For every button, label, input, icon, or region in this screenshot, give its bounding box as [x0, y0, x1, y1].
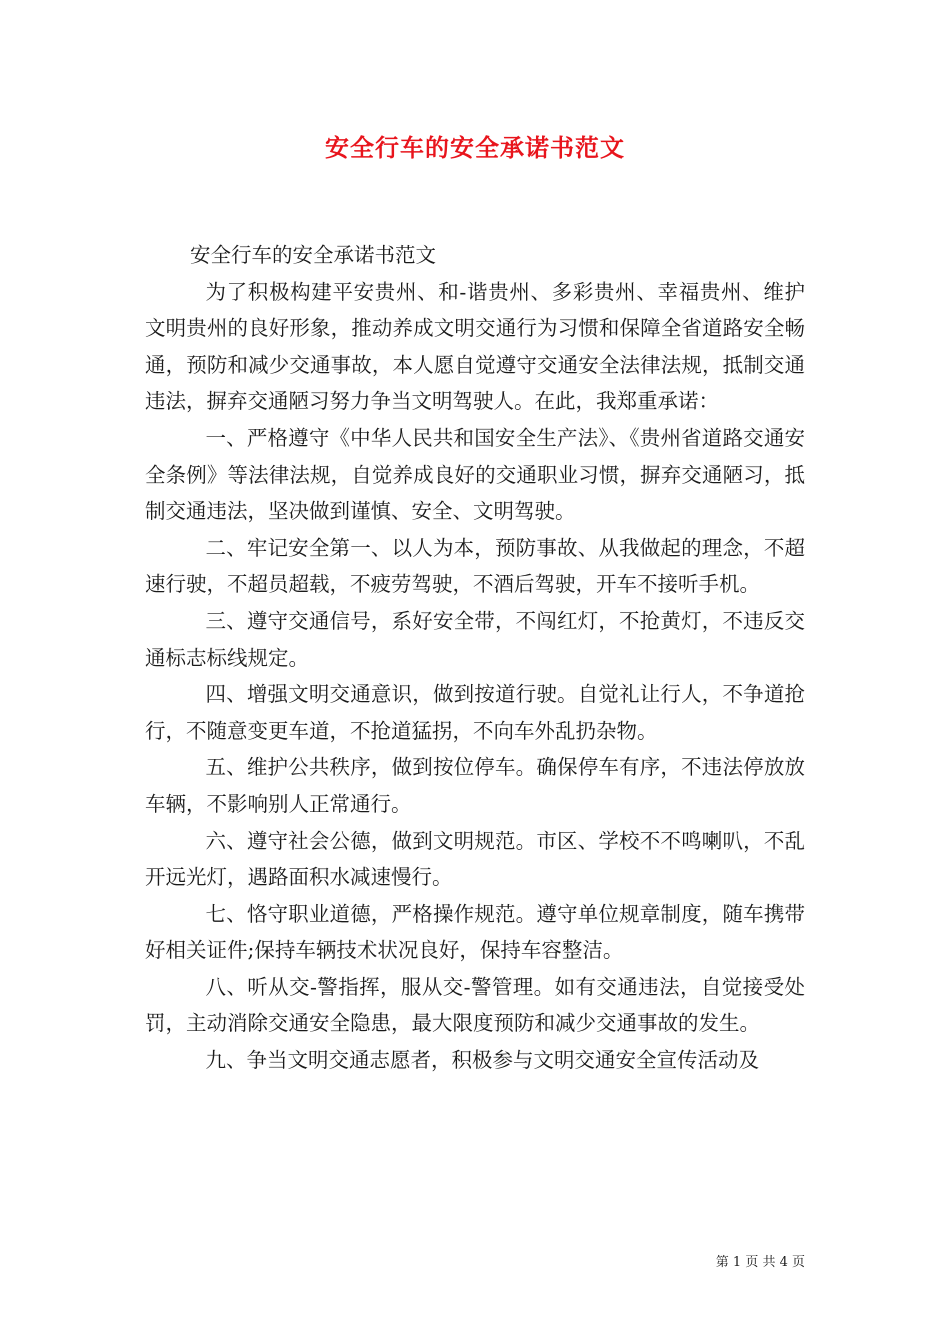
document-subtitle: 安全行车的安全承诺书范文: [190, 243, 436, 267]
paragraph-item-7: 七、恪守职业道德，严格操作规范。遵守单位规章制度，随车携带好相关证件;保持车辆技术状况良好，保持车容整洁。: [145, 901, 805, 963]
document-title: 安全行车的安全承诺书范文: [325, 133, 625, 162]
page-number: 第 1 页 共 4 页: [715, 1255, 805, 1270]
document-body: [145, 237, 805, 1079]
paragraph-item-8: 八、听从交-警指挥，服从交-警管理。如有交通违法，自觉接受处罚，主动消除交通安全隐患，最大限度预防和减少交通事故的发生。: [145, 974, 805, 1036]
paragraph-intro: 为了积极构建平安贵州、和-谐贵州、多彩贵州、幸福贵州、维护文明贵州的良好形象，推动养成文明交通行为习惯和保障全省道路安全畅通，预防和减少交通事故，本人愿自觉遵守交通安全法律法规，抵制交通违法，摒弃交通陋习努力争当文明驾驶人。在此，我郑重承诺：: [145, 279, 805, 414]
paragraph-item-6: 六、遵守社会公德，做到文明规范。市区、学校不不鸣喇叭，不乱开远光灯，遇路面积水减速慢行。: [145, 828, 805, 890]
paragraph-item-9: 九、争当文明交通志愿者，积极参与文明交通安全宣传活动及: [205, 1048, 759, 1073]
paragraph-item-1: 一、严格遵守《中华人民共和国安全生产法》、《贵州省道路交通安全条例》等法律法规，自觉养成良好的交通职业习惯，摒弃交通陋习，抵制交通违法，坚决做到谨慎、安全、文明驾驶。: [145, 425, 805, 524]
paragraph-item-3: 三、遵守交通信号，系好安全带，不闯红灯，不抢黄灯，不违反交通标志标线规定。: [145, 608, 805, 670]
paragraph-item-4: 四、增强文明交通意识，做到按道行驶。自觉礼让行人，不争道抢行，不随意变更车道，不抢道猛拐，不向车外乱扔杂物。: [145, 682, 805, 743]
paragraph-item-5: 五、维护公共秩序，做到按位停车。确保停车有序，不违法停放放车辆，不影响别人正常通行。: [145, 755, 805, 816]
paragraph-item-2: 二、牢记安全第一、以人为本，预防事故、从我做起的理念，不超速行驶，不超员超载，不疲劳驾驶，不酒后驾驶，开车不接听手机。: [145, 535, 805, 597]
